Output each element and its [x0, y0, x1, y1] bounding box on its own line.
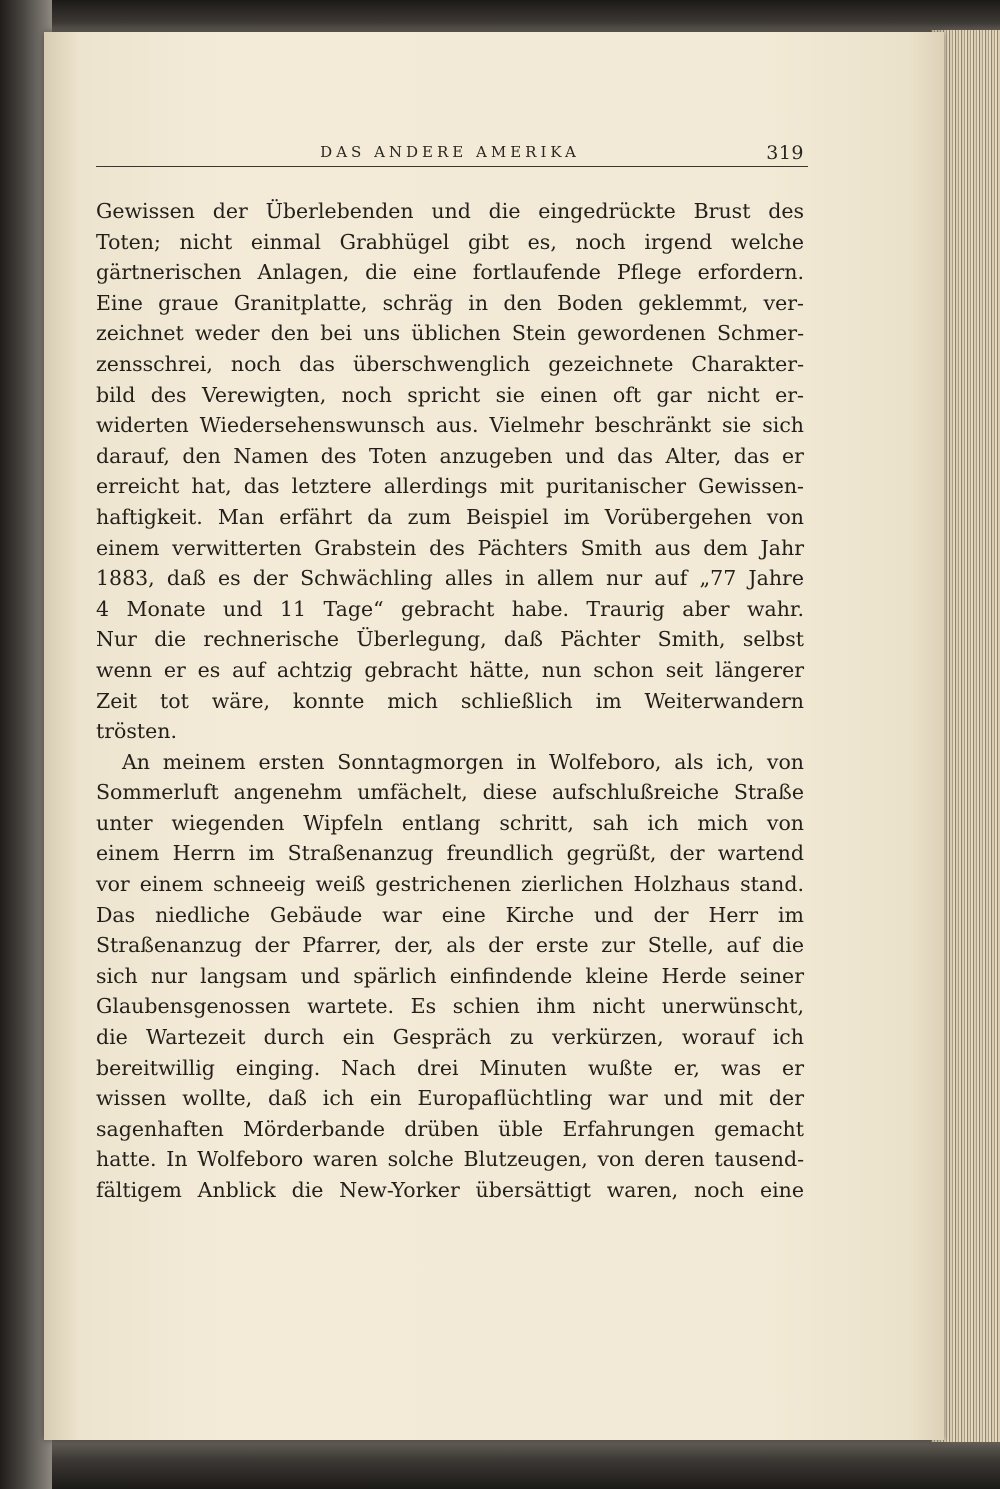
text-line: An meinem ersten Sonntagmorgen in Wolfeboro, als ich, von	[122, 749, 804, 774]
text-line: sagenhaften Mörderbande drüben üble Erfahrungen gemacht	[96, 1116, 804, 1141]
text-line: haftigkeit. Man erfährt da zum Beispiel im Vorübergehen von	[96, 504, 804, 529]
text-line: Toten; nicht einmal Grabhügel gibt es, noch irgend welche	[96, 229, 804, 254]
paragraph-2	[96, 747, 804, 1206]
paragraph-1	[96, 196, 804, 747]
text-line: einem verwitterten Grabstein des Pächters Smith aus dem Jahr	[96, 535, 804, 560]
text-line: erreicht hat, das letztere allerdings mit puritanischer Gewissen-	[96, 474, 804, 499]
text-line: 1883, daß es der Schwächling alles in allem nur auf „77 Jahre	[96, 566, 804, 591]
text-line: Gewissen der Überlebenden und die eingedrückte Brust des	[96, 199, 804, 223]
body-text	[96, 196, 804, 1206]
text-line: einem Herrn im Straßenanzug freundlich gegrüßt, der wartend	[96, 841, 804, 866]
page-header	[96, 143, 804, 165]
text-line: wenn er es auf achtzig gebracht hätte, nun schon seit längerer	[96, 657, 804, 682]
text-line: Straßenanzug der Pfarrer, der, als der erste zur Stelle, auf die	[96, 933, 804, 958]
text-line: die Wartezeit durch ein Gespräch zu verkürzen, worauf ich	[96, 1025, 804, 1050]
text-line: hatte. In Wolfeboro waren solche Blutzeugen, von deren tausend-	[96, 1147, 804, 1172]
text-line: widerten Wiedersehenswunsch aus. Vielmehr beschränkt sie sich	[96, 413, 804, 438]
text-line: Glaubensgenossen wartete. Es schien ihm nicht unerwünscht,	[96, 994, 804, 1019]
text-line: zeichnet weder den bei uns üblichen Stein gewordenen Schmer-	[96, 321, 804, 346]
text-line: wissen wollte, daß ich ein Europaflüchtling war und mit der	[96, 1086, 804, 1111]
text-line: fältigem Anblick die New-Yorker übersättigt waren, noch eine	[96, 1178, 804, 1202]
text-line: zensschrei, noch das überschwenglich gezeichnete Charakter-	[96, 351, 804, 376]
text-line: bild des Verewigten, noch spricht sie einen oft gar nicht er-	[96, 382, 804, 407]
text-line: Das niedliche Gebäude war eine Kirche und der Herr im	[96, 902, 804, 927]
text-line: Zeit tot wäre, konnte mich schließlich im Weiterwandern	[96, 688, 804, 713]
text-line: unter wiegenden Wipfeln entlang schritt, sah ich mich von	[96, 810, 804, 835]
text-line: trösten.	[96, 719, 177, 744]
header-rule	[96, 166, 808, 167]
text-line: 4 Monate und 11 Tage“ gebracht habe. Traurig aber wahr.	[96, 596, 804, 621]
text-line: Sommerluft angenehm umfächelt, diese aufschlußreiche Straße	[96, 780, 804, 805]
running-head: DAS ANDERE AMERIKA	[320, 143, 580, 161]
text-line: gärtnerischen Anlagen, die eine fortlaufende Pflege erfordern.	[96, 260, 804, 285]
text-line: vor einem schneeig weiß gestrichenen zierlichen Holzhaus stand.	[96, 872, 804, 897]
text-line: darauf, den Namen des Toten anzugeben und das Alter, das er	[96, 443, 804, 468]
text-line: Nur die rechnerische Überlegung, daß Pächter Smith, selbst	[96, 627, 804, 652]
text-line: bereitwillig einging. Nach drei Minuten wußte er, was er	[96, 1055, 804, 1080]
text-line: Eine graue Granitplatte, schräg in den Boden geklemmt, ver-	[96, 290, 804, 315]
page-number: 319	[766, 142, 804, 164]
text-line: sich nur langsam und spärlich einfindende kleine Herde seiner	[96, 963, 804, 988]
